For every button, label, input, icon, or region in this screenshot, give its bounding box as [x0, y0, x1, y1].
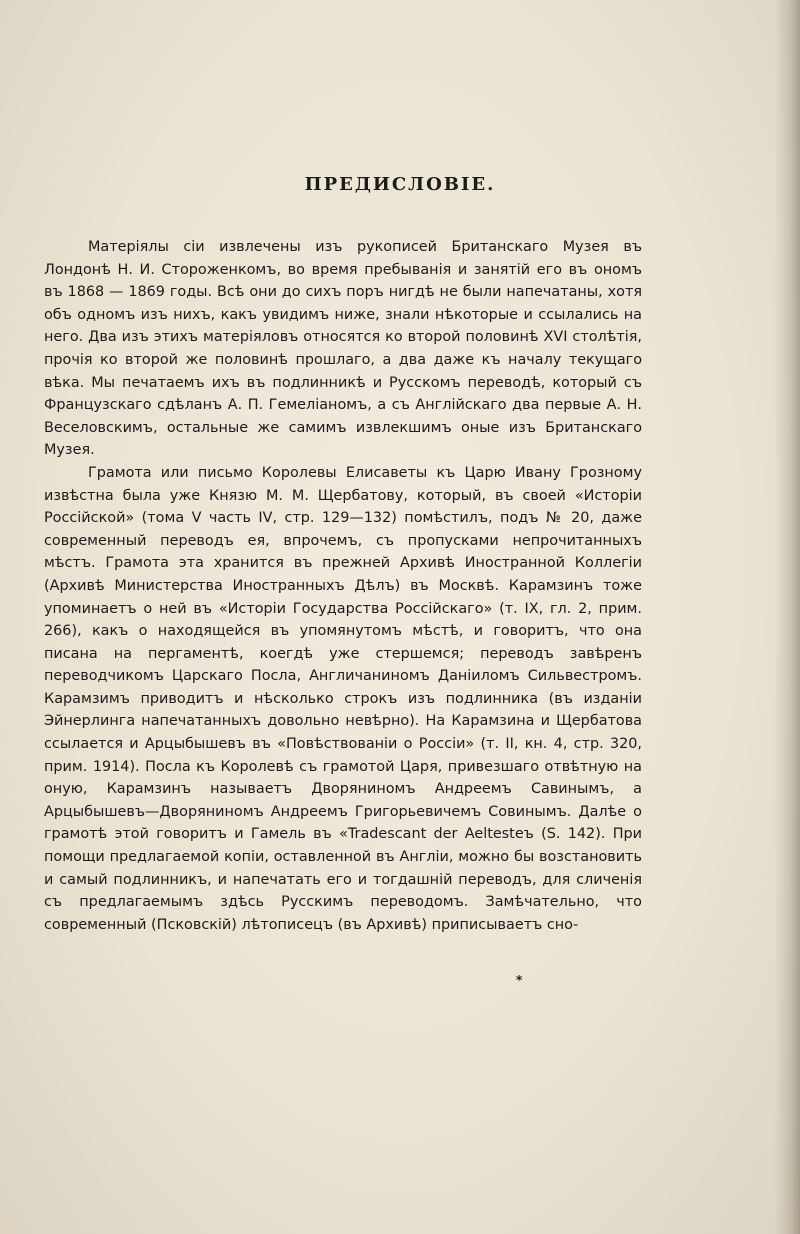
paragraph: Грамота или письмо Королевы Елисаветы къ Царю Ивану Грозному извѣстна была уже Князю М. М. Щербатову, который, въ своей «Исторіи Россійской» (тома V часть IV, стр. 129—132) помѣстилъ, подъ № 20, даже современный переводъ ея, впрочемъ, съ пропусками непрочитанныхъ мѣстъ. Грамота эта хранится въ прежней Архивѣ Иностранной Коллегіи (Архивѣ Министерства Иностранныхъ Дѣлъ) въ Москвѣ. Карамзинъ тоже упоминаетъ о ней въ «Исторіи Государства Россійскаго» (т. IX, гл. 2, прим. 266), какъ о находящейся въ упомянутомъ мѣстѣ, и говоритъ, что она писана на пергаментѣ, коегдѣ уже стершемся; переводъ завѣренъ переводчикомъ Царскаго Посла, Англичаниномъ Даніиломъ Сильвестромъ. Карамзимъ приводитъ и нѣсколько строкъ изъ подлинника (въ изданіи Эйнерлинга напечатанныхъ довольно невѣрно). На Карамзина и Щербатова ссылается и Арцыбышевъ въ «Повѣствованіи о Россіи» (т. II, кн. 4, стр. 320, прим. 1914). Посла къ Королевѣ съ грамотой Царя, привезшаго отвѣтную на оную, Карамзинъ называетъ Дворяниномъ Андреемъ Савинымъ, а Арцыбышевъ—Дворяниномъ Андреемъ Григорьевичемъ Совинымъ. Далѣе о грамотѣ этой говоритъ и Гамель въ «Tradescant der Aeltesteъ (S. 142). При помощи предлагаемой копіи, оставленной въ Англіи, можно бы возстановить и самый подлинникъ, и напечатать его и тогдашній переводъ, для сличенія съ предлагаемымъ здѣсь Русскимъ переводомъ. Замѣчательно, что современный (Псковскій) лѣтописецъ (въ Архивѣ) приписываетъ сно-	[44, 464, 642, 933]
body-text	[44, 236, 642, 936]
page-title: ПРЕДИСЛОВІЕ.	[304, 174, 496, 195]
signature-mark: *	[516, 973, 523, 987]
paragraph: Матеріялы сіи извлечены изъ рукописей Британскаго Музея въ Лондонѣ Н. И. Стороженкомъ, во время пребыванія и занятій его въ ономъ въ 1868 — 1869 годы. Всѣ они до сихъ поръ нигдѣ не были напечатаны, хотя объ одномъ изъ нихъ, какъ увидимъ ниже, знали нѣкоторые и ссылались на него. Два изъ этихъ матеріяловъ относятся ко второй половинѣ XVI столѣтія, прочія ко второй же половинѣ прошлаго, а два даже къ началу текущаго вѣка. Мы печатаемъ ихъ въ подлинникѣ и Русскомъ переводѣ, который съ Французскаго сдѣланъ А. П. Гемеліаномъ, а съ Англійскаго два первые А. Н. Веселовскимъ, остальные же самимъ извлекшимъ оные изъ Британскаго Музея.	[44, 239, 642, 459]
